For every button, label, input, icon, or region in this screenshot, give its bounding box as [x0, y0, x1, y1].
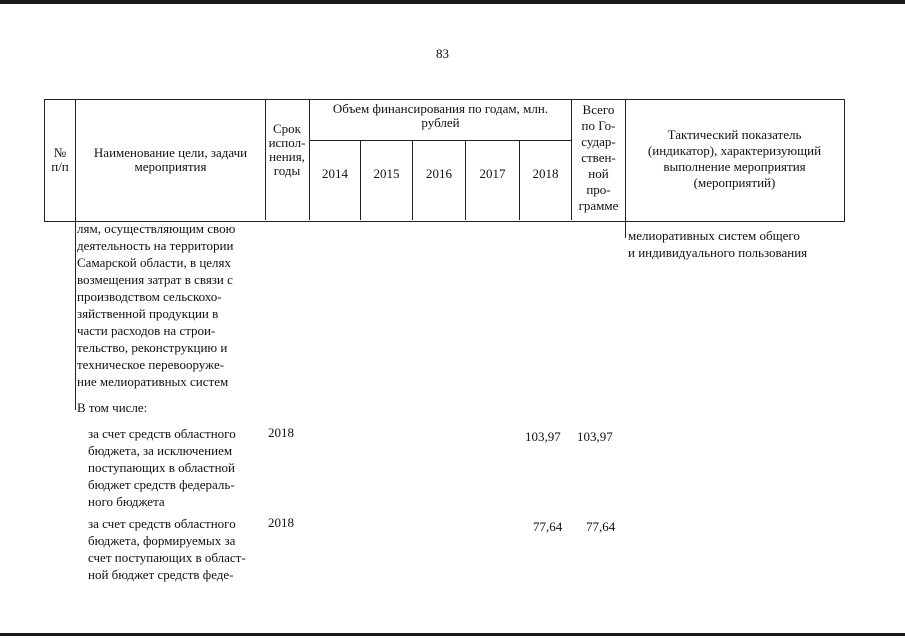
header-name: Наименование цели, задачи мероприятия: [93, 145, 248, 174]
header-year-2016: 2016: [426, 166, 452, 181]
row-name-continuation: лям, осуществляющим свою деятельность на территории Самарской области, в целях возмещения затрат в связи с производством сельскохо- зяйственной продукции в части расходов на строи- тельство, реконструкцию и техническое перевооруже- ние мелиоративных систем: [77, 221, 236, 389]
row-total: 77,64: [586, 519, 616, 534]
header-year-2017: 2017: [479, 166, 506, 181]
row-indicator-text: мелиоративных систем общего и индивидуального пользования: [628, 228, 808, 260]
header-term: Срок испол- нения, годы: [268, 121, 306, 178]
row-value-2018: 103,97: [525, 429, 561, 444]
header-year-2015: 2015: [373, 166, 400, 181]
row-regional-budget-2: за счет средств областного бюджета, формируемых за счет поступающих в област- ной бюджет средств феде-: [88, 516, 246, 582]
bottom-border: [0, 633, 905, 636]
col-divider: [625, 220, 626, 238]
row-total: 103,97: [577, 429, 613, 444]
header-year-2014: 2014: [322, 166, 348, 181]
header-total: Всего по Го- судар- ствен- ной про- грамме: [578, 102, 619, 213]
top-border: [0, 0, 905, 4]
page-number: 83: [436, 46, 449, 61]
row-regional-budget-1: за счет средств областного бюджета, за исключением поступающих в областной бюджет средств федераль- ного бюджета: [88, 426, 236, 509]
header-financing: Объем финансирования по годам, млн. рублей: [332, 101, 549, 130]
col-divider: [75, 220, 76, 410]
row-including-label: В том числе:: [77, 400, 148, 415]
header-indicator: Тактический показатель (индикатор), характеризующий выполнение мероприятия (мероприятий): [647, 127, 822, 190]
header-num: № п/п: [51, 145, 69, 174]
row-value-2018: 77,64: [533, 519, 563, 534]
row-term: 2018: [268, 425, 294, 440]
row-term: 2018: [268, 515, 294, 530]
header-year-2018: 2018: [532, 166, 559, 181]
financing-divider: [309, 140, 571, 141]
